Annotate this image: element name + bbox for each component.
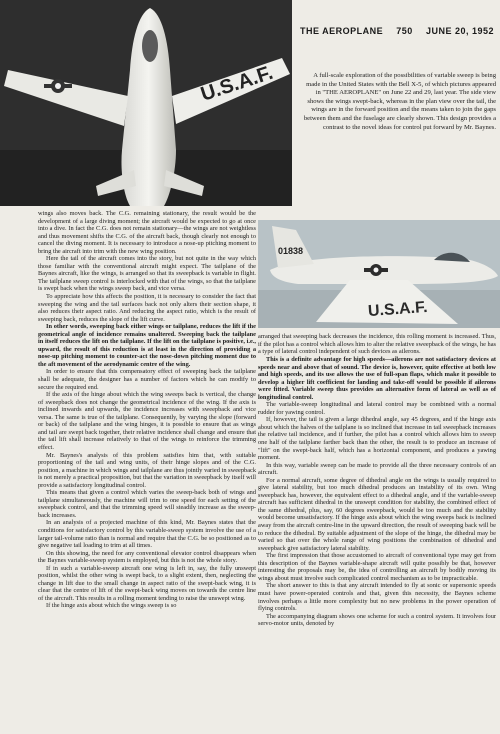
article-left-column (38, 210, 256, 610)
paragraph: Here the tail of the aircraft comes into the story, but not quite in the way which those familiar with the conventional aircraft might expect. The tailplane of the Baynes aircraft, like the wings, is arranged so that its sweepback is variable in flight. The tailplane sweep control is interlocked with that of the wings, so that the tailplane is swept back when the wings sweep back, and vice versa. (38, 255, 256, 293)
paragraph-emphasis: In other words, sweeping back either wings or tailplane, reduces the lift if the geometrical angle of incidence remains unaltered. Sweeping back the tailplane in itself reduces the lift on the tailplane. If the lift on the tailplane is positive, i.e., upward, the result of this reduction is at least in the direction of providing a nose-up pitching moment to counter-act the nose-down pitching moment due to the aft movement of the aerodynamic centre of the wing. (38, 323, 256, 368)
paragraph: The variable-sweep longitudinal and lateral control may be combined with a normal rudder for yawing control. (258, 401, 496, 416)
paragraph: If, however, the tail is given a large dihedral angle, say 45 degrees, and if the hinge axis about which the halves of the tailplane is so inclined that increase in tail sweepback increases the relative tail incidence, and if further, the pilot has a control which allows him to sweep one half of the tailplane farther back than the other, the result is to produce an increase of "lift" on the swept-back half, which has a horizontal component, and produces a yawing moment. (258, 416, 496, 462)
paragraph: In order to ensure that this compensatory effect of sweeping back the tailplane shall be adequate, the designer has a number of factors which he can modify to secure the required end. (38, 368, 256, 391)
article-right-column (258, 356, 496, 628)
paragraph: If the axis of the hinge about which the wing sweeps back is vertical, the change of sweepback does not change the geometrical incidence of the wing. If the axis is inclined inwards and upwards, the incidence increases with sweepback and vice versa. The same is true of the tailplane. Consequently, by varying the slope (forward or back) of the tailplane and the wing hinges, it is possible to ensure that as wings and tail are swept back together, their relative incidence shall change and ensure that the tail lift shall increase relatively to that of the wings to reinforce the trimming effect. (38, 391, 256, 451)
paragraph: Mr. Baynes's analysis of this problem satisfies him that, with suitable proportioning of the tail and wing units, of their hinge slopes and of the C.G. position, a machine in which wings and tailplane are thus jointly varied in sweepback is not merely a practical proposition, but that the variation in sweepback by itself will provide a satisfactory longitudinal control. (38, 451, 256, 489)
aircraft-serial: 01838 (278, 246, 304, 256)
photo-caption: A full-scale exploration of the possibilities of variable sweep is being made in the United States with the Bell X-5, of which pictures appeared in "THE AEROPLANE" on June 22 and 29, last year. The side view shows the wings swept-back, whereas in the plan view over the tail, the wings are in the forward position and the means taken to join the gaps between them and the fuselage are clearly shown. This design provides a contrast to the novel ideas for control put forward by Mr. Baynes. (303, 72, 496, 131)
paragraph: If the hinge axis about which the wings sweep is so (46, 602, 177, 610)
paragraph: The short answer to this is that any aircraft intended to fly at sonic or supersonic speeds must have power-operated controls and that, given this necessity, the Baynes scheme involves perhaps a little more complexity but no new problems in the power operation of flying controls. (258, 582, 496, 613)
paragraph: If in such a variable-sweep aircraft one wing is left in, say, the fully unswept position, whilst the other wing is swept back, to a slight extent, then, neglecting the change in lift due to the small change in aspect ratio of the swept-back wing, it is clear that the centre of lift of the swept-back wing moves on towards the centre line of the aircraft. This results in a rolling moment tending to raise the unswept wing. (38, 564, 256, 602)
page-header (300, 26, 494, 36)
paragraph: This means that given a control which varies the sweep-back both of wings and tailplane simultaneously, the machine will trim to one speed for each setting of the sweepback control, and that the trimming speed will steadily increase as the sweep-back increases. (38, 489, 256, 519)
issue-date: JUNE 20, 1952 (425, 26, 494, 36)
paragraph: arranged that sweeping back decreases the incidence, this rolling moment is increased. Thus, if the pilot has a control which allows him to alter the relative sweepback of the wings, he has a type of lateral control independent of such devices as ailerons. (258, 333, 496, 356)
article-right-column-top (258, 333, 496, 356)
paragraph: On this showing, the need for any conventional elevator control disappears when the Baynes variable-sweep system is employed, but this is not the whole story. (38, 549, 256, 565)
paragraph: wings also moves back. The C.G. remaining stationary, the result would be the development of a large diving moment; the aircraft would be expected to go at once into a dive. In fact the C.G. does not remain stationary—the wings are not weightless and thus movement shifts the C.G. of the aircraft back, though clearly not enough to cancel the diving moment. It is necessary to introduce a nose-up pitching moment to bring the aircraft into trim with the new wing position. (38, 210, 256, 255)
paragraph: The first impression that those accustomed to aircraft of conventional type may get from this description of the Baynes variable-shape aircraft will quite possibly be that, however interesting the proposals may be, the idea of controlling an aircraft by bodily moving its wings about must involve such complicated control mechanism as to be impracticable. (258, 552, 496, 582)
paragraph: For a normal aircraft, some degree of dihedral angle on the wings is usually required to give lateral stability, but too much dihedral produces an instability of its own. Wing sweepback has, however, the equivalent effect to a dihedral angle, and if the variable-sweep aircraft has sufficient dihedral in the unswept condition for stability, the combined effect of the same dihedral, plus, say, 60 degrees sweepback, would be too much and the stability would become unsatisfactory. If the hinge axis about which the wing sweeps back is inclined away from the aircraft centre-line in the upward direction, the result of sweeping back will be to reduce the dihedral. By suitable adjustment of the slope of the hinge, the dihedral may be varied so that over the whole range of wing positions the combination of dihedral and sweepback give satisfactory lateral stability. (258, 476, 496, 552)
aircraft-marking: U.S.A.F. (198, 61, 276, 106)
paragraph: In this way, variable sweep can be made to provide all the three necessary controls of an aircraft. (258, 461, 496, 477)
magazine-title: THE AEROPLANE (300, 26, 384, 36)
paragraph: To appreciate how this affects the position, it is necessary to consider the fact that sweeping the wing and the tail surfaces back not only alters their section shape, it also reduces their aspect ratio. And reducing the aspect ratio, which is the result of sweeping back, reduces the slope of the lift curve. (38, 293, 256, 323)
aircraft-marking-small: U.S.A.F. (367, 298, 429, 321)
paragraph: The accompanying diagram shows one scheme for such a control system. It involves four servo-motor units, denoted by (258, 612, 496, 628)
aircraft-photo-plan-view (0, 0, 292, 206)
paragraph-emphasis: This is a definite advantage for high speeds—ailerons are not satisfactory devices at speeds near and above that of sound. The device is, however, quite effective at both low and high speeds, and its use allows the use of full-span flaps, which make it possible to develop a higher lift coefficient for landing and take-off would be possible if ailerons were fitted. Variable sweep thus provides an alternative form of lateral as well as of longitudinal control. (258, 356, 496, 401)
paragraph: In an analysis of a projected machine of this kind, Mr. Baynes states that the conditions for satisfactory control by this variable-sweep system involve the use of a larger tail-volume ratio than is normal and require that the C.G. be so positioned as to give negative tail loading to trim at all times. (38, 519, 256, 550)
page-number: 750 (396, 26, 413, 36)
aircraft-photo-side-view (258, 220, 500, 328)
